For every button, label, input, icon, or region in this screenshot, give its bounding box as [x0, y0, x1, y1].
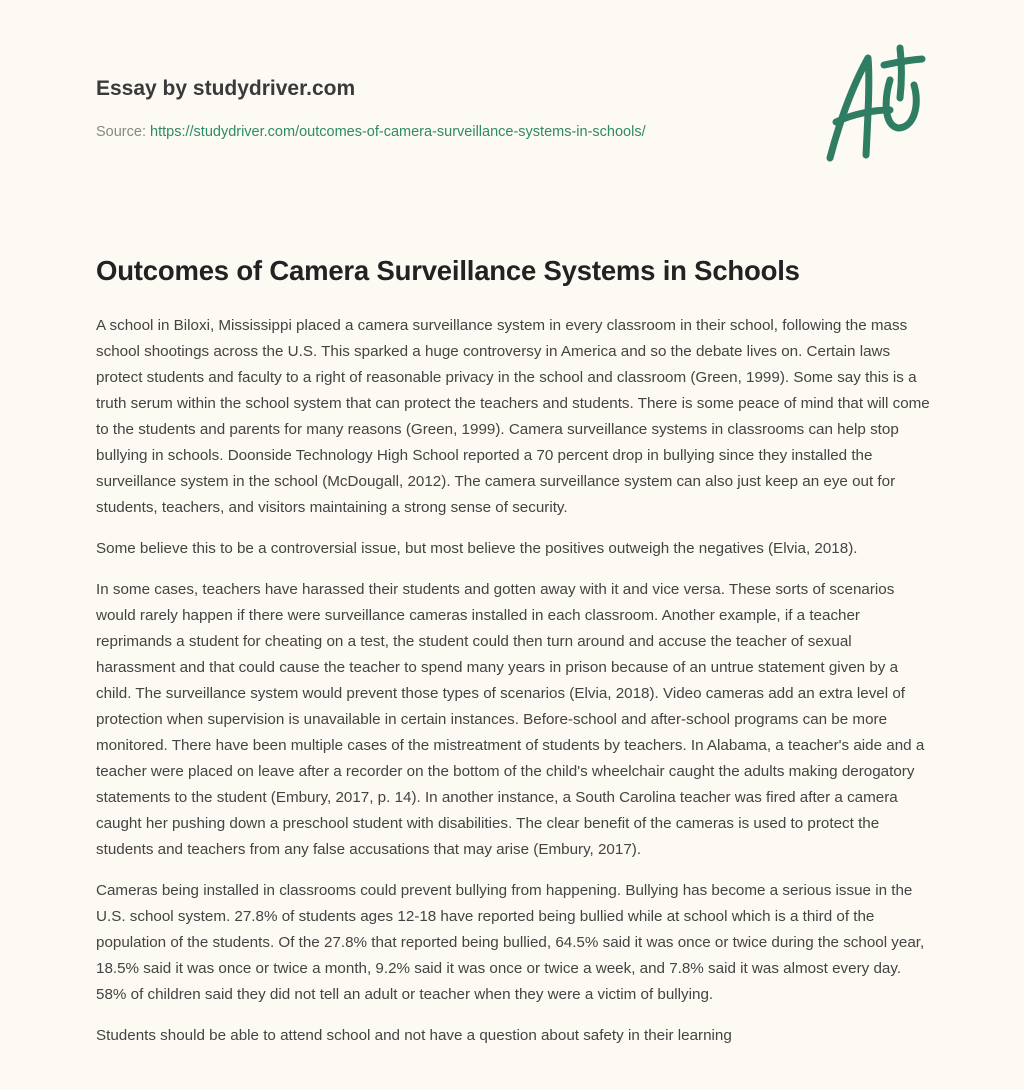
essay-body	[96, 313, 932, 1064]
paragraph: Cameras being installed in classrooms could prevent bullying from happening. Bullying has become a serious issue in the U.S. school system. 27.8% of students ages 12-18 have reported being bullied while at school which is a third of the population of the students. Of the 27.8% that reported being bullied, 64.5% said it was once or twice during the school year, 18.5% said it was once or twice a month, 9.2% said it was once or twice a week, and 7.8% said it was almost every day. 58% of children said they did not tell an adult or teacher when they were a victim of bullying.	[96, 882, 925, 1003]
paragraph: In some cases, teachers have harassed their students and gotten away with it and vice versa. These sorts of scenarios would rarely happen if there were surveillance cameras installed in each classroom. Another example, if a teacher reprimands a student for cheating on a test, the student could then turn around and accuse the teacher of sexual harassment and that could cause the teacher to spend many years in prison because of an untrue statement given by a child. The surveillance system would prevent those types of scenarios (Elvia, 2018). Video cameras add an extra level of protection when supervision is unavailable in certain instances. Before-school and after-school programs can be more monitored. There have been multiple cases of the mistreatment of students by teachers. In Alabama, a teacher's aide and a teacher were placed on leave after a recorder on the bottom of the child's wheelchair caught the adults making derogatory statements to the student (Embury, 2017, p. 14). In another instance, a South Carolina teacher was fired after a camera caught her pushing down a preschool student with disabilities. The clear benefit of the cameras is used to protect the students and teachers from any false accusations that may arise (Embury, 2017).	[96, 581, 925, 858]
a-plus-logo-icon	[818, 40, 928, 165]
page-header	[0, 0, 1024, 230]
paragraph: A school in Biloxi, Mississippi placed a camera surveillance system in every classroom in their school, following the mass school shootings across the U.S. This sparked a huge controversy in America and so the debate lives on. Certain laws protect students and faculty to a right of reasonable privacy in the school and classroom (Green, 1999). Some say this is a truth serum within the school system that can protect the teachers and students. There is some peace of mind that will come to the students and parents for many reasons (Green, 1999). Camera surveillance systems in classrooms can help stop bullying in schools. Doonside Technology High School reported a 70 percent drop in bullying since they installed the surveillance system in the school (McDougall, 2012). The camera surveillance system can also just keep an eye out for students, teachers, and visitors maintaining a strong sense of security.	[96, 317, 930, 516]
brand-title: Essay by studydriver.com	[96, 77, 356, 100]
paragraph: Students should be able to attend school and not have a question about safety in their learning	[96, 1027, 732, 1044]
source-link[interactable]: https://studydriver.com/outcomes-of-camera-surveillance-systems-in-schools/	[150, 124, 646, 140]
paragraph: Some believe this to be a controversial issue, but most believe the positives outweigh the negatives (Elvia, 2018).	[96, 540, 858, 557]
essay-title: Outcomes of Camera Surveillance Systems in Schools	[96, 255, 800, 286]
source-line	[96, 124, 646, 140]
source-label: Source:	[96, 124, 146, 140]
